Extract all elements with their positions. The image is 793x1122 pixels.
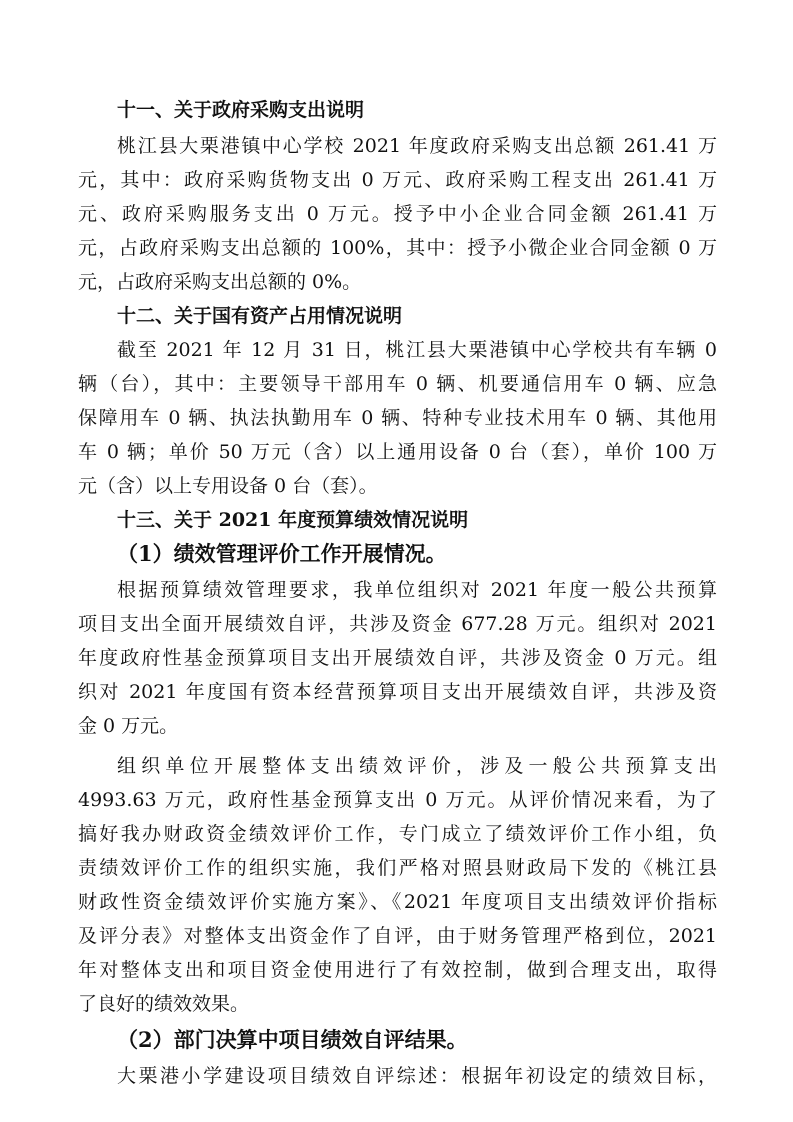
- paragraph-line: 年对整体支出和项目资金使用进行了有效控制，做到合理支出，取得: [78, 959, 717, 981]
- section-heading-procurement: 十一、关于政府采购支出说明: [117, 99, 365, 121]
- paragraph-line: 辆（台），其中：主要领导干部用车 0 辆、机要通信用车 0 辆、应急: [78, 373, 717, 395]
- subsection-title: （2）部门决算中项目绩效自评结果。: [117, 1027, 468, 1052]
- paragraph-line: 车 0 辆；单价 50 万元（含）以上通用设备 0 台（套），单价 100 万: [78, 441, 717, 463]
- paragraph-line: 年度政府性基金预算项目支出开展绩效自评，共涉及资金 0 万元。组: [78, 647, 717, 669]
- paragraph-line: 元（含）以上专用设备 0 台（套）。: [78, 475, 378, 497]
- subsection-title: （1）绩效管理评价工作开展情况。: [117, 541, 447, 566]
- paragraph-line: 保障用车 0 辆、执法执勤用车 0 辆、特种专业技术用车 0 辆、其他用: [78, 407, 717, 429]
- paragraph-line: 金 0 万元。: [78, 715, 179, 737]
- paragraph-line: 及评分表》对整体支出资金作了自评，由于财务管理严格到位，2021: [78, 925, 717, 947]
- paragraph-line: 大栗港小学建设项目绩效自评综述：根据年初设定的绩效目标，: [117, 1065, 717, 1087]
- paragraph-line: 根据预算绩效管理要求，我单位组织对 2021 年度一般公共预算: [117, 579, 717, 601]
- paragraph-line: 财政性资金绩效评价实施方案》、《2021 年度项目支出绩效评价指标: [78, 891, 717, 913]
- section-heading-performance: 十三、关于 2021 年度预算绩效情况说明: [117, 509, 469, 531]
- paragraph-line: 了良好的绩效效果。: [78, 993, 250, 1015]
- paragraph-line: 截至 2021 年 12 月 31 日，桃江县大栗港镇中心学校共有车辆 0: [117, 339, 717, 361]
- paragraph-line: 搞好我办财政资金绩效评价工作，专门成立了绩效评价工作小组，负: [78, 823, 717, 845]
- paragraph-line: 责绩效评价工作的组织实施，我们严格对照县财政局下发的《桃江县: [78, 857, 717, 879]
- paragraph-line: 元，占政府采购支出总额的 100%，其中：授予小微企业合同金额 0 万: [78, 237, 717, 259]
- paragraph-line: 元，占政府采购支出总额的 0%。: [78, 271, 362, 293]
- paragraph-line: 织对 2021 年度国有资本经营预算项目支出开展绩效自评，共涉及资: [78, 681, 717, 703]
- paragraph-line: 4993.63 万元，政府性基金预算支出 0 万元。从评价情况来看，为了: [78, 789, 717, 811]
- paragraph-line: 组织单位开展整体支出绩效评价，涉及一般公共预算支出: [117, 755, 717, 777]
- section-heading-assets: 十二、关于国有资产占用情况说明: [117, 305, 403, 327]
- paragraph-line: 元，其中：政府采购货物支出 0 万元、政府采购工程支出 261.41 万: [78, 169, 717, 191]
- paragraph-line: 元、政府采购服务支出 0 万元。授予中小企业合同金额 261.41 万: [78, 203, 717, 225]
- paragraph-line: 桃江县大栗港镇中心学校 2021 年度政府采购支出总额 261.41 万: [117, 135, 717, 157]
- paragraph-line: 项目支出全面开展绩效自评，共涉及资金 677.28 万元。组织对 2021: [78, 613, 717, 635]
